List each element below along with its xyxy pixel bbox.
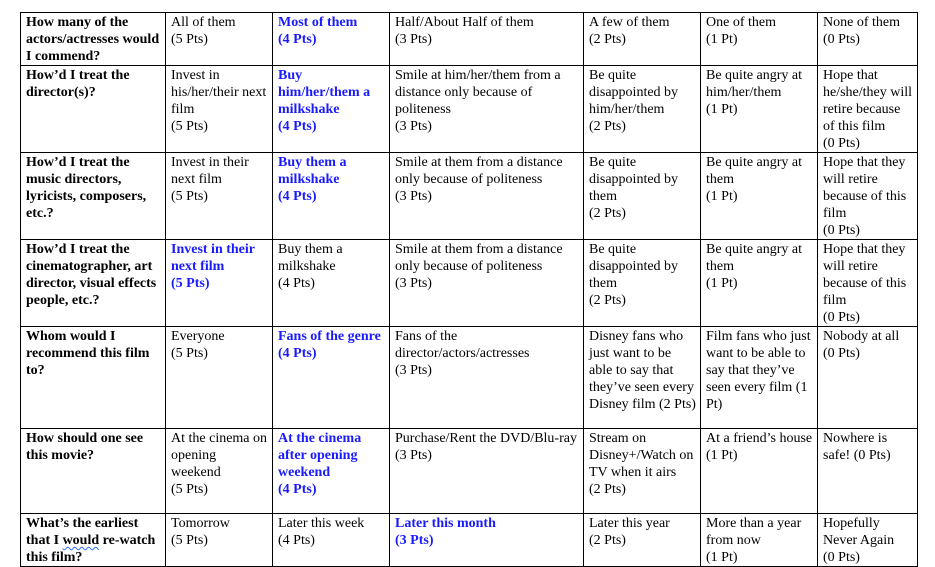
option-label: Buy him/her/them a milkshake bbox=[278, 68, 371, 117]
question-text: How’d I treat the director(s)? bbox=[26, 68, 130, 100]
option-cell bbox=[701, 66, 818, 153]
option-cell bbox=[166, 153, 273, 240]
rating-table bbox=[20, 12, 918, 567]
option-cell-selected bbox=[273, 153, 390, 240]
option-label: Everyone bbox=[171, 329, 225, 344]
option-label: Fans of the director/actors/actresses bbox=[395, 329, 530, 361]
option-points: (3 Pts) bbox=[395, 119, 432, 134]
option-label: Smile at them from a distance only because of politeness bbox=[395, 155, 563, 187]
option-label: One of them bbox=[706, 15, 776, 30]
option-cell-selected bbox=[273, 66, 390, 153]
spellcheck-marked-word: would bbox=[62, 533, 100, 548]
option-cell bbox=[818, 514, 918, 567]
option-points: (1 Pt) bbox=[706, 448, 738, 463]
option-points: (0 Pts) bbox=[823, 346, 860, 361]
option-label: Disney fans who just want to be able to say that they’ve seen every Disney film bbox=[589, 329, 694, 412]
option-label: All of them bbox=[171, 15, 236, 30]
question-text: How’d I treat the music directors, lyricists, composers, etc.? bbox=[26, 155, 147, 221]
option-points: (3 Pts) bbox=[395, 32, 432, 47]
option-cell bbox=[818, 327, 918, 429]
option-points: (5 Pts) bbox=[171, 276, 210, 291]
option-cell-selected bbox=[273, 429, 390, 514]
option-points: (0 Pts) bbox=[823, 550, 860, 565]
table-row bbox=[21, 66, 918, 153]
question-text: re-watch this film? bbox=[26, 533, 156, 565]
question-cell bbox=[21, 429, 166, 514]
option-label: Be quite disappointed by him/her/them bbox=[589, 68, 679, 117]
option-label: Hope that they will retire because of this film bbox=[823, 242, 907, 308]
option-cell bbox=[818, 13, 918, 66]
option-points: (5 Pts) bbox=[171, 533, 208, 548]
option-cell-selected bbox=[273, 327, 390, 429]
option-cell bbox=[166, 66, 273, 153]
option-points: (0 Pts) bbox=[853, 448, 891, 463]
option-cell-selected bbox=[390, 514, 584, 567]
option-cell bbox=[390, 240, 584, 327]
option-points: (0 Pts) bbox=[823, 310, 860, 325]
option-points: (4 Pts) bbox=[278, 32, 317, 47]
table-row bbox=[21, 429, 918, 514]
option-label: Invest in their next film bbox=[171, 155, 249, 187]
option-cell bbox=[701, 429, 818, 514]
option-label: Smile at them from a distance only because of politeness bbox=[395, 242, 563, 274]
option-cell bbox=[166, 327, 273, 429]
option-cell bbox=[584, 327, 701, 429]
option-label: Buy them a milkshake bbox=[278, 242, 343, 274]
option-label: Hopefully Never Again bbox=[823, 516, 895, 548]
option-label: Be quite angry at him/her/them bbox=[706, 68, 803, 100]
option-points: (2 Pts) bbox=[589, 482, 626, 497]
option-label: Be quite disappointed by them bbox=[589, 155, 679, 204]
option-cell bbox=[166, 13, 273, 66]
option-label: Tomorrow bbox=[171, 516, 230, 531]
table-row bbox=[21, 13, 918, 66]
option-label: Half/About Half of them bbox=[395, 15, 534, 30]
option-cell bbox=[166, 514, 273, 567]
option-points: (4 Pts) bbox=[278, 276, 315, 291]
option-points: (2 Pts) bbox=[589, 293, 626, 308]
option-points: (5 Pts) bbox=[171, 482, 208, 497]
question-text: How’d I treat the cinematographer, art director, visual effects people, etc.? bbox=[26, 242, 157, 308]
option-cell bbox=[390, 153, 584, 240]
option-cell bbox=[273, 514, 390, 567]
option-points: (0 Pts) bbox=[823, 32, 860, 47]
option-cell bbox=[390, 327, 584, 429]
option-label: Later this month bbox=[395, 516, 496, 531]
option-label: At the cinema on opening weekend bbox=[171, 431, 268, 480]
option-label: Buy them a milkshake bbox=[278, 155, 347, 187]
option-cell bbox=[818, 153, 918, 240]
option-label: At the cinema after opening weekend bbox=[278, 431, 362, 480]
option-points: (2 Pts) bbox=[659, 397, 696, 412]
option-label: At a friend’s house bbox=[706, 431, 813, 446]
option-label: Be quite disappointed by them bbox=[589, 242, 679, 291]
option-label: Nobody at all bbox=[823, 329, 900, 344]
option-points: (2 Pts) bbox=[589, 533, 626, 548]
option-label: Be quite angry at them bbox=[706, 242, 803, 274]
option-points: (1 Pt) bbox=[706, 276, 738, 291]
option-cell bbox=[701, 514, 818, 567]
table-row bbox=[21, 514, 918, 567]
option-points: (4 Pts) bbox=[278, 189, 317, 204]
option-cell bbox=[584, 429, 701, 514]
question-text: How should one see this movie? bbox=[26, 431, 144, 463]
option-points: (0 Pts) bbox=[823, 136, 860, 151]
option-points: (4 Pts) bbox=[278, 346, 317, 361]
option-cell bbox=[701, 327, 818, 429]
option-points: (2 Pts) bbox=[589, 206, 626, 221]
option-points: (5 Pts) bbox=[171, 346, 208, 361]
option-points: (3 Pts) bbox=[395, 533, 434, 548]
question-text: What’s the earliest that I bbox=[26, 516, 139, 548]
question-cell bbox=[21, 153, 166, 240]
option-points: (5 Pts) bbox=[171, 189, 208, 204]
option-cell bbox=[390, 429, 584, 514]
option-points: (4 Pts) bbox=[278, 482, 317, 497]
option-label: Hope that he/she/they will retire because of this film bbox=[823, 68, 913, 134]
option-label: Later this year bbox=[589, 516, 670, 531]
option-points: (3 Pts) bbox=[395, 448, 432, 463]
option-label: Purchase/Rent the DVD/Blu-ray bbox=[395, 431, 577, 446]
option-cell bbox=[701, 153, 818, 240]
option-points: (0 Pts) bbox=[823, 223, 860, 238]
option-cell bbox=[584, 66, 701, 153]
option-label: More than a year from now bbox=[706, 516, 802, 548]
option-points: (2 Pts) bbox=[589, 119, 626, 134]
option-cell bbox=[390, 13, 584, 66]
option-label: None of them bbox=[823, 15, 900, 30]
option-cell bbox=[584, 514, 701, 567]
option-points: (1 Pt) bbox=[706, 550, 738, 565]
option-points: (3 Pts) bbox=[395, 189, 432, 204]
option-points: (5 Pts) bbox=[171, 119, 208, 134]
option-points: (3 Pts) bbox=[395, 363, 432, 378]
option-label: Film fans who just want to be able to say that they’ve seen every film bbox=[706, 329, 811, 395]
option-cell bbox=[390, 66, 584, 153]
option-points: (1 Pt) bbox=[706, 32, 738, 47]
option-cell bbox=[584, 13, 701, 66]
option-points: (1 Pt) bbox=[706, 380, 808, 412]
option-cell bbox=[818, 429, 918, 514]
option-cell bbox=[818, 240, 918, 327]
option-label: Stream on Disney+/Watch on TV when it airs bbox=[589, 431, 694, 480]
option-cell bbox=[166, 429, 273, 514]
question-cell bbox=[21, 240, 166, 327]
option-label: Fans of the genre bbox=[278, 329, 381, 344]
option-label: Invest in his/her/their next film bbox=[171, 68, 267, 117]
question-cell bbox=[21, 327, 166, 429]
question-text: Whom would I recommend this film to? bbox=[26, 329, 150, 378]
option-points: (1 Pt) bbox=[706, 189, 738, 204]
option-label: Invest in their next film bbox=[171, 242, 255, 274]
option-cell bbox=[584, 153, 701, 240]
option-points: (1 Pt) bbox=[706, 102, 738, 117]
option-label: Nowhere is safe! bbox=[823, 431, 888, 463]
option-cell-selected bbox=[273, 13, 390, 66]
option-cell bbox=[701, 240, 818, 327]
option-label: A few of them bbox=[589, 15, 670, 30]
question-cell bbox=[21, 514, 166, 567]
table-row bbox=[21, 327, 918, 429]
question-cell bbox=[21, 66, 166, 153]
option-label: Smile at him/her/them from a distance only because of politeness bbox=[395, 68, 561, 117]
option-label: Later this week bbox=[278, 516, 365, 531]
table-row bbox=[21, 153, 918, 240]
option-label: Most of them bbox=[278, 15, 358, 30]
option-points: (2 Pts) bbox=[589, 32, 626, 47]
option-label: Be quite angry at them bbox=[706, 155, 803, 187]
question-text: How many of the actors/actresses would I commend? bbox=[26, 15, 160, 64]
option-cell bbox=[818, 66, 918, 153]
option-cell bbox=[273, 240, 390, 327]
option-cell bbox=[584, 240, 701, 327]
option-cell bbox=[701, 13, 818, 66]
question-cell bbox=[21, 13, 166, 66]
option-points: (5 Pts) bbox=[171, 32, 208, 47]
option-label: Hope that they will retire because of this film bbox=[823, 155, 907, 221]
option-points: (4 Pts) bbox=[278, 119, 317, 134]
option-points: (3 Pts) bbox=[395, 276, 432, 291]
option-cell-selected bbox=[166, 240, 273, 327]
option-points: (4 Pts) bbox=[278, 533, 315, 548]
table-row bbox=[21, 240, 918, 327]
